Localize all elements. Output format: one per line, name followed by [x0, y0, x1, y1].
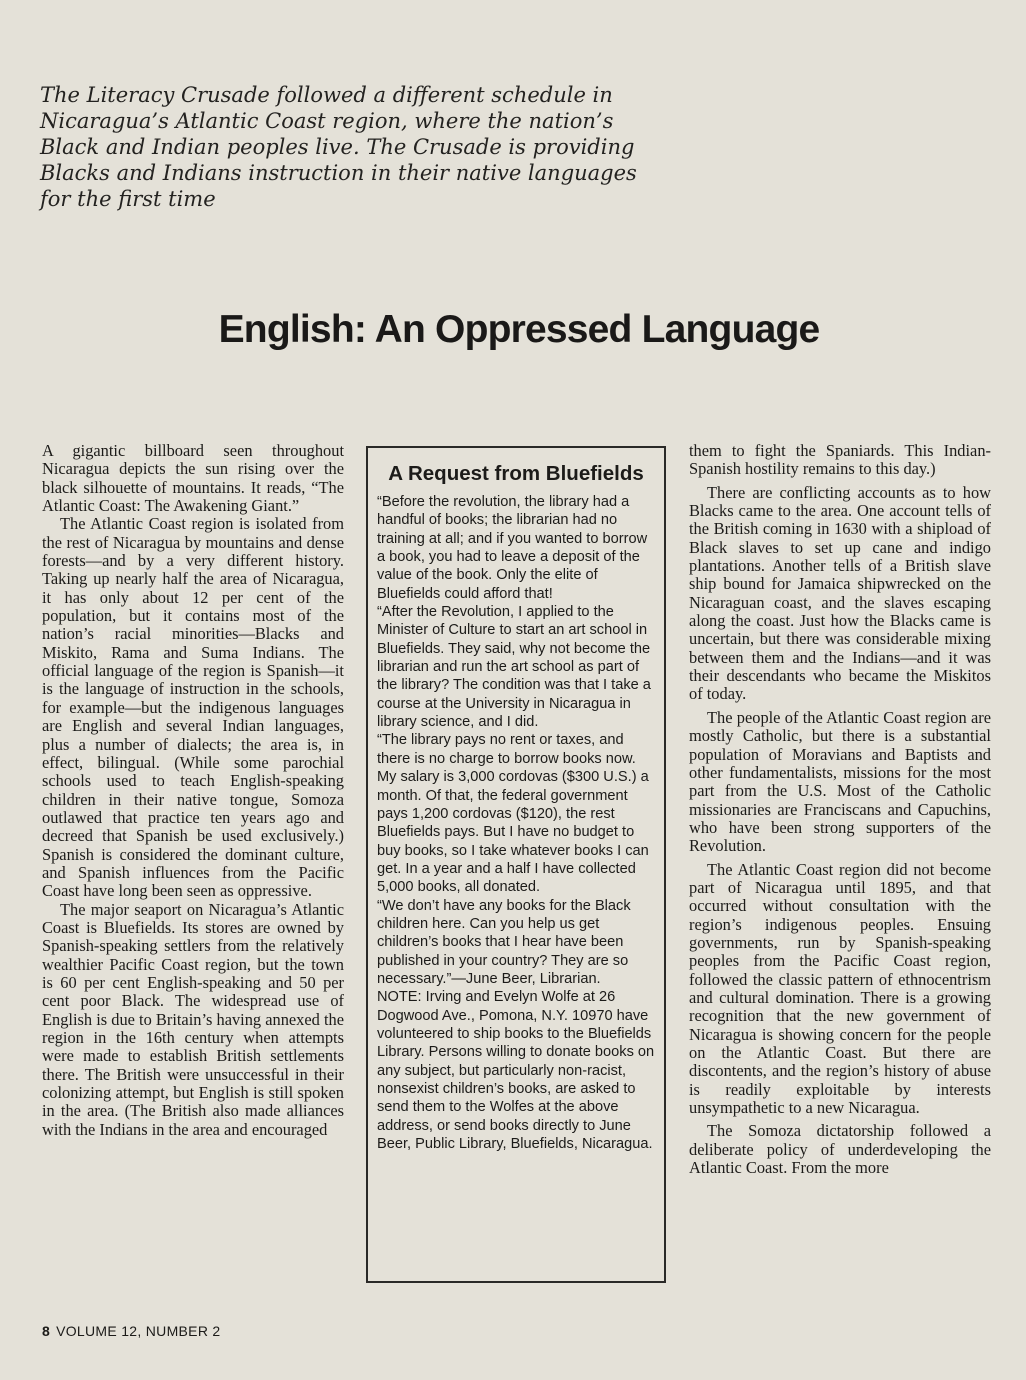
sidebar-note: NOTE: Irving and Evelyn Wolfe at 26 Dogwood Ave., Pomona, N.Y. 10970 have volunteered to ship books to the Bluefields Library. Persons willing to donate books on any subject, but particularly non-racist, nonsexist children’s books, are asked to send them to the Wolfes at the above address, or send books directly to June Beer, Public Library, Bluefields, Nicaragua. — [377, 989, 655, 1153]
sidebar-box — [366, 446, 666, 1283]
body-column-right — [689, 442, 991, 1177]
deck-line: Nicaragua’s Atlantic Coast region, where the nation’s — [40, 109, 614, 133]
sidebar-paragraph: “The library pays no rent or taxes, and there is no charge to borrow books now. My salary is 3,000 cordovas ($300 U.S.) a month. Of that, the federal government pays 1,200 cordovas ($120), the rest Bluefields pays. But I have no budget to buy books, so I take whatever books I can get. In a year and a half I have collected 5,000 books, all donated. — [377, 732, 649, 896]
deck-line: for the first time — [40, 187, 216, 211]
sidebar-paragraph: “Before the revolution, the library had a handful of books; the librarian had no training at all; and if you wanted to borrow a book, you had to leave a deposit of the value of the book. Only the elite of Bluefields could afford that! — [377, 494, 648, 602]
issue-label: VOLUME 12, NUMBER 2 — [56, 1323, 221, 1339]
article-headline: English: An Oppressed Language — [218, 308, 820, 351]
deck-line: The Literacy Crusade followed a different schedule in — [40, 83, 613, 107]
deck-line: Blacks and Indians instruction in their native languages — [40, 161, 637, 185]
body-paragraph: The major seaport on Nicaragua’s Atlantic Coast is Bluefields. Its stores are owned by Spanish-speaking settlers from the relatively wealthier Pacific Coast region, but the town is 60 per cent English-speaking and 50 per cent poor Black. The widespread use of English is due to Britain’s having annexed the region in the 16th century when attempts were made to establish British settlements there. The British were unsuccessful in their colonizing attempt, but English is still spoken in the area. (The British also made alliances with the Indians in the area and encouraged — [42, 899, 344, 1139]
body-paragraph: There are conflicting accounts as to how Blacks came to the area. One account tells of the British coming in 1630 with a shipload of Black slaves to set up cane and indigo plantations. Another tells of a British slave ship bound for Jamaica shipwrecked on the Nicaraguan coast, and the slaves escaping along the coast. Just how the Blacks came is uncertain, but there was considerable mixing between them and the Indians—and it was their descendants who became the Miskitos of today. — [689, 482, 991, 704]
body-paragraph: The Atlantic Coast region is isolated from the rest of Nicaragua by mountains and dense forests—and by a very different history. Taking up nearly half the area of Nicaragua, it has only about 12 per cent of the population, but it contains most of the nation’s racial minorities—Blacks and Miskito, Rama and Suma Indians. The official language of the region is Spanish—it is the language of instruction in the schools, for example—but the indigenous languages are English and several Indian languages, plus a number of dialects; the area is, in effect, bilingual. (While some parochial schools used to teach English-speaking children in their native tongue, Somoza outlawed that practice ten years ago and decreed that Spanish be used exclusively.) Spanish is considered the dominant culture, and Spanish influences from the Pacific Coast have long been seen as oppressive. — [42, 514, 344, 901]
article-deck — [40, 82, 680, 212]
sidebar-paragraph: “After the Revolution, I applied to the Minister of Culture to start an art school in Bluefields. They said, why not become the librarian and run the art school as part of the library? The condition was that I take a course at the University in Nicaragua in library science, and I did. — [377, 604, 651, 731]
body-paragraph: them to fight the Spaniards. This Indian-Spanish hostility remains to this day.) — [689, 441, 991, 479]
body-paragraph: The Somoza dictatorship followed a deliberate policy of underdeveloping the Atlantic Coast. From the more — [689, 1121, 991, 1178]
body-column-left — [42, 442, 344, 1139]
page-folio — [42, 1323, 221, 1339]
body-paragraph: The people of the Atlantic Coast region are mostly Catholic, but there is a substantial population of Moravians and Baptists and other fundamentalists, missions for the most part from the U.S. Most of the Catholic missionaries are Franciscans and Capuchins, who have been strong supporters of the Revolution. — [689, 707, 991, 856]
sidebar-paragraph: “We don’t have any books for the Black children here. Can you help us get children’s books that I hear have been published in your country? They are so necessary.”—June Beer, Librarian. — [377, 897, 631, 987]
sidebar-title: A Request from Bluefields — [388, 462, 644, 485]
page-number: 8 — [42, 1323, 51, 1339]
body-paragraph: The Atlantic Coast region did not become part of Nicaragua until 1895, and that occurred without consultation with the region’s indigenous peoples. Ensuing governments, run by Spanish-speaking peoples from the Pacific Coast region, followed the classic pattern of ethnocentrism and cultural domination. There is a growing recognition that the new government of Nicaragua is showing concern for the people on the Atlantic Coast. But there are discontents, and the region’s history of abuse is readily exploitable by interests unsympathetic to a new Nicaragua. — [689, 859, 991, 1118]
body-paragraph: A gigantic billboard seen throughout Nicaragua depicts the sun rising over the black silhouette of mountains. It reads, “The Atlantic Coast: The Awakening Giant.” — [42, 441, 344, 516]
deck-line: Black and Indian peoples live. The Crusade is providing — [40, 135, 635, 159]
